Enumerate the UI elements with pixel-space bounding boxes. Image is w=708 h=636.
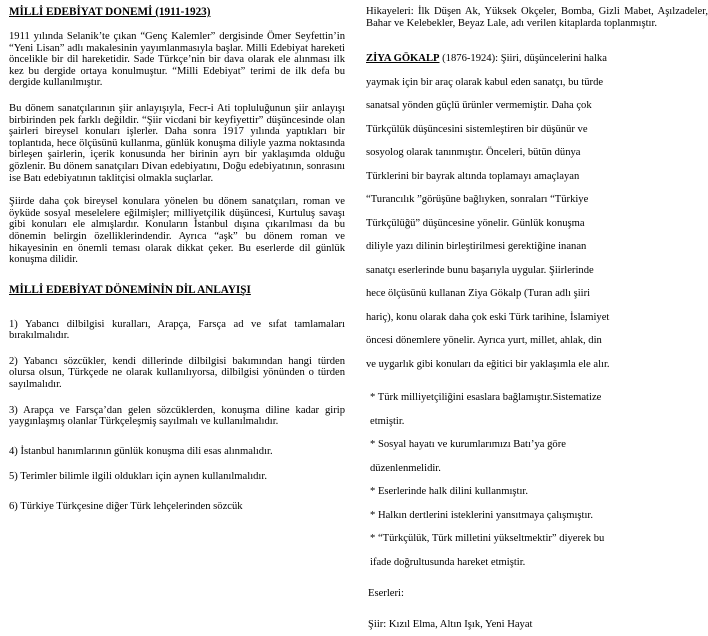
gokalp-line: sanatçı eserlerinde bunu başarıyla uygular. Şiirlerinde xyxy=(366,264,594,276)
gokalp-line: ve uygarlık gibi konuları da eğitici bir yaklaşımla ele alır. xyxy=(366,358,610,370)
gokalp-line: Türklerini bir bayrak altında toplamayı amaçlayan xyxy=(366,170,580,182)
language-rule: 1) Yabancı dilbilgisi kuralları, Arapça, Farsça ad ve sıfat tamlamaları bırakılmalıdır. xyxy=(9,318,345,342)
bullet-line: düzenlenmelidir. xyxy=(370,462,441,474)
bullet-line: * Sosyal hayatı ve kurumlarımızı Batı’ya göre xyxy=(370,439,566,451)
bullet-line: * Halkın dertlerini isteklerini yansıtmaya çalışmıştır. xyxy=(370,509,594,521)
works-poetry: Şiir: Kızıl Elma, Altın Işık, Yeni Hayat xyxy=(368,619,533,631)
bullet-line: etmiştir. xyxy=(370,415,405,427)
section-title: MİLLİ EDEBİYAT DONEMİ (1911-1923) xyxy=(9,6,211,18)
gokalp-line: Türkçülüğü” düşüncesine yönelir. Günlük konuşma xyxy=(366,217,585,229)
bullet-line: * Eserlerinde halk dilini kullanmıştır. xyxy=(370,486,528,498)
stories-paragraph: Hikayeleri: İlk Düşen Ak, Yüksek Okçeler, Bomba, Gizli Mabet, Aşılzadeler, Bahar ve Kelebekler, Beyaz Lale, adı verilen kitaplarda toplanmıştır. xyxy=(366,6,708,29)
works-label: Eserleri: xyxy=(368,588,404,600)
language-rule: 4) İstanbul hanımlarının günlük konuşma dili esas alınmalıdır. xyxy=(9,445,273,457)
paragraph-intro: 1911 yılında Selanik’te çıkan “Genç Kalemler” dergisinde Ömer Seyfettin’in “Yeni Lisan” adlı makalesinin yayımlanmasıyla başlar. Milli Edebiyat hareketi öncelikle bir dil hareketidir. Sade Türkçe’nin bir dava olarak ele alınması ilk kez bu dergide ortaya konulmuştur. “Milli Edebiyat” terimi de ilk defa bu dergide kullanılmıştır. xyxy=(9,31,345,89)
gokalp-name: ZİYA GÖKALP xyxy=(366,53,440,65)
bullet-line: * “Türkçülük, Türk milletini yükseltmektir” diyerek bu xyxy=(370,533,605,545)
language-rule: 3) Arapça ve Farsça’dan gelen sözcüklerden, konuşma diline kadar girip yaygınlaşmış olanlar Türkçeleşmiş sayılmalı ve kullanılmalıdır. xyxy=(9,404,345,428)
gokalp-line: hece ölçüsünü kullanan Ziya Gökalp (Turan adlı şiiri xyxy=(366,288,591,300)
language-rule: 2) Yabancı sözcükler, kendi dillerinde dilbilgisi bakımından hangi türden olursa olsun, Türkçede ne olarak kullanılıyorsa, dilbilgisi yönünden o türden sayılmalıdır. xyxy=(9,355,345,391)
gokalp-line: sanatsal yönden güçlü ürünler vermemiştir. Daha çok xyxy=(366,100,592,112)
gokalp-line: sosyolog olarak tanınmıştır. Önceleri, bütün dünya xyxy=(366,147,581,159)
gokalp-line: ZİYA GÖKALP (1876-1924): Şiiri, düşüncelerini halka xyxy=(366,53,607,65)
bullet-line: ifade doğrultusunda hareket etmiştir. xyxy=(370,556,526,568)
language-rule: 6) Türkiye Türkçesine diğer Türk lehçelerinden sözcük xyxy=(9,501,243,513)
paragraph-poetry: Bu dönem sanatçılarının şiir anlayışıyla, Fecr-i Ati topluluğunun şiir anlayışı birbirinden pek farklı değildir. “Şiir vicdani bir keyfiyettir” düşüncesinde olan şairleri bireysel konuları işlerler. Daha sonra 1917 yılında yaptıkları bir toplantıda, hece ölçüsünü kullanma, günlük konuşma diliyle yazma noktasında birleşen şairlerin, içerik konusunda her birinin ayrı bir yaklaşımda olduğu gözlenir. Bu dönem sanatçıları Divan edebiyatını, Doğu edebiyatının, sonrasını ise Batı edebiyatının taklitçisi olmakla suçlarlar. xyxy=(9,102,345,184)
gokalp-line: yaymak için bir araç olarak kabul eden sanatçı, bu türde xyxy=(366,76,604,88)
gokalp-line: öncesi dönemlere yönelir. Ayrıca yurt, millet, ahlak, din xyxy=(366,335,602,347)
gokalp-line: diliyle yazı dilinin birleştirilmesi gerektiğine inanan xyxy=(366,241,587,253)
language-rule: 5) Terimler bilimle ilgili oldukları için aynen kullanılmalıdır. xyxy=(9,471,267,483)
paragraph-prose: Şiirde daha çok bireysel konulara yönelen bu dönem sanatçıları, roman ve öyküde sosyal meselelere eğilmişler; milliyetçilik düşüncesi, Kurtuluş savaşı gibi konuları ele almışlardır. Konuların İstanbul dışına çıkarılması da bu dönemin belirgin özelliklerindendir. Ayrıca “aşk” bu dönem roman ve hikayesinin en önemli teması olarak dikkat çeker. Bu eserlerde dil günlük konuşma dilidir. xyxy=(9,196,345,266)
gokalp-line: hariç), konu olarak daha çok eski Türk tarihine, İslamiyet xyxy=(366,311,610,323)
bullet-line: * Türk milliyetçiliğini esaslara bağlamıştır.Sistematize xyxy=(370,392,602,404)
language-heading: MİLLİ EDEBİYAT DÖNEMİNİN DİL ANLAYIŞI xyxy=(9,283,251,296)
left-column xyxy=(0,0,345,513)
gokalp-line: “Turancılık ”görüşüne bağlıyken, sonraları “Türkiye xyxy=(366,194,589,206)
right-column xyxy=(361,0,708,636)
gokalp-line: Türkçülük düşüncesini sistemleştiren bir düşünür ve xyxy=(366,123,588,135)
